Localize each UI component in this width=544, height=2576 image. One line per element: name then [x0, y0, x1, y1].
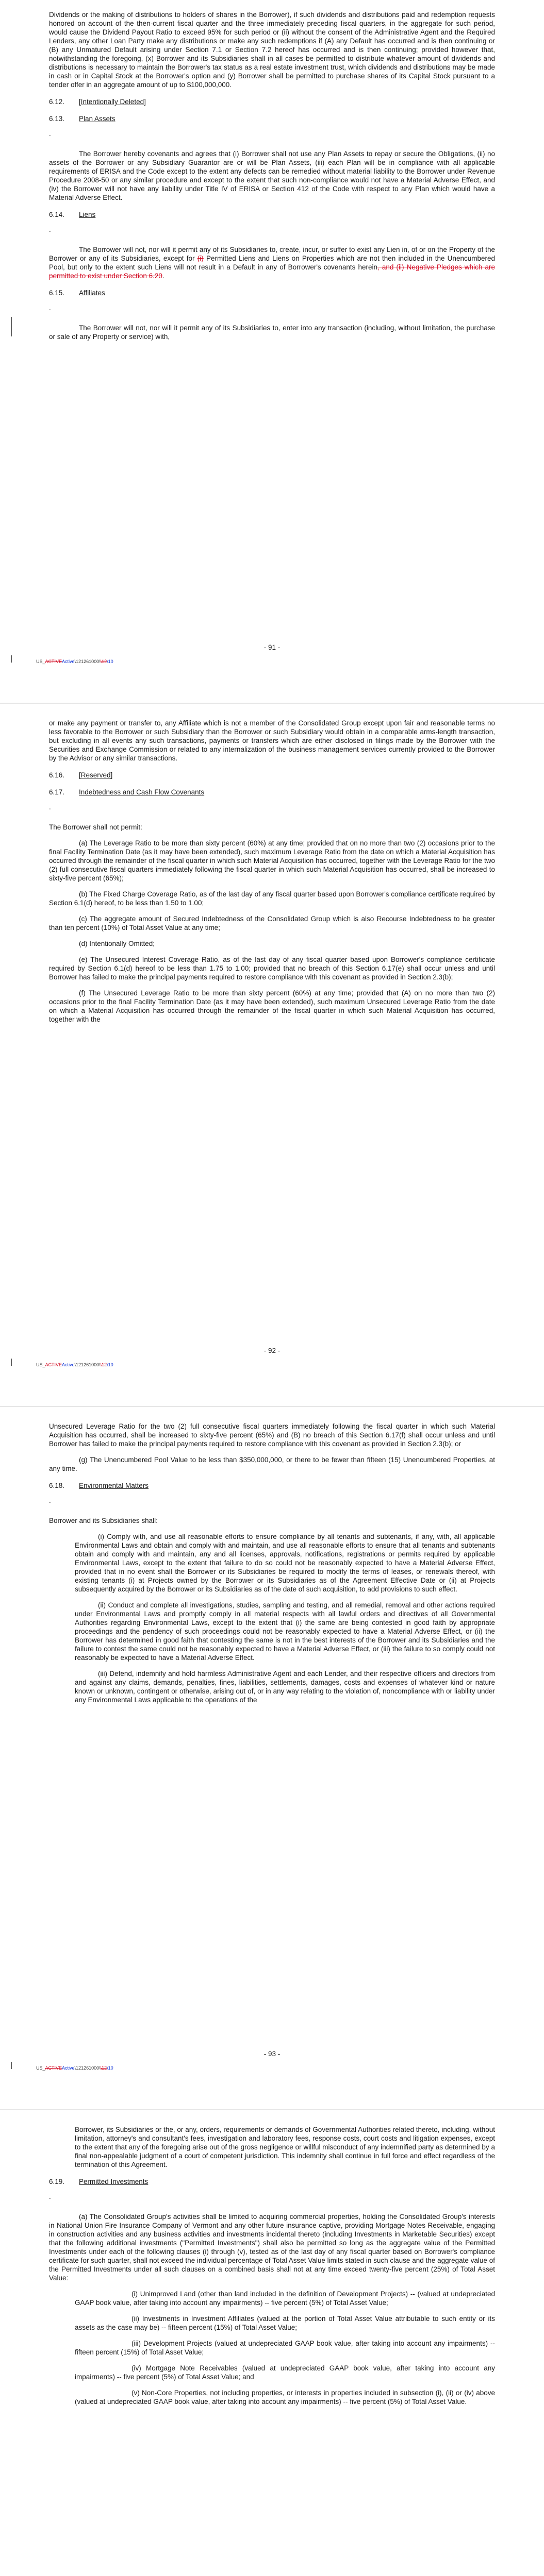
change-bar	[11, 317, 12, 336]
clause-iii: (iii) Development Projects (valued at undepreciated GAAP book value, after taking into account any impairments) -- fifteen percent (15%) of Total Asset Value;	[75, 2340, 495, 2356]
section-title-liens: Liens	[79, 211, 96, 218]
document-page-93	[0, 1406, 544, 2110]
page-body	[49, 1422, 495, 1711]
change-bar	[11, 1359, 12, 1366]
change-bar	[11, 2062, 12, 2069]
paragraph-affiliates: The Borrower will not, nor will it permit any of its Subsidiaries to, enter into any transaction (including, without limitation, the purchase or sale of any Property or service) with,	[49, 324, 495, 341]
clause-d: (d) Intentionally Omitted;	[79, 940, 155, 947]
clause-f: (f) The Unsecured Leverage Ratio to be more than sixty percent (60%) at any time; provided that (A) on no more than two (2) occasions prior to the final Facility Termination Date (as it may have been extended), such maximum Unsecured Leverage Ratio from the date on which a Material Acquisition has occurred through the remainder of the fiscal quarter in which such Material Acquisition has occurred, together with the	[49, 989, 495, 1023]
section-title-reserved: [Reserved]	[79, 771, 113, 779]
section-title-environmental: Environmental Matters	[79, 1482, 149, 1489]
clause-c: (c) The aggregate amount of Secured Indebtedness of the Consolidated Group which is also Recourse Indebtedness to be greater than ten percent (10%) of Total Asset Value at any time;	[49, 915, 495, 931]
clause-a: (a) The Leverage Ratio to be more than sixty percent (60%) at any time; provided that on no more than two (2) occasions prior to the final Facility Termination Date (as it may have been extended), such maximum Leverage Ratio from the date on which a Material Acquisition has occurred through the remainder of the fiscal quarter in which such Material Acquisition has occurred, together with the Leverage Ratio for the two (2) full consecutive fiscal quarters immediately following the fiscal quarter in which such Material Acquisition has occurred, shall be increased to sixty-five percent (65%);	[49, 839, 495, 882]
page-body	[49, 10, 495, 348]
page-number: - 91 -	[263, 643, 281, 651]
document-footer: US_ACTIVEActive\121261000\\12\10	[36, 2065, 113, 2071]
section-heading-6-14: 6.14. Liens	[49, 211, 96, 218]
blank-paragraph: .	[49, 1497, 51, 1504]
lead-sentence: The Borrower shall not permit:	[49, 823, 142, 831]
clause-i: (i) Unimproved Land (other than land included in the definition of Development Projects) -- (valued at undepreciated GAAP book value, after taking into account any impairments) -- five percent (5%) of Total Asset Value;	[75, 2290, 495, 2307]
section-heading-6-19: 6.19. Permitted Investments	[49, 2178, 149, 2185]
clause-i: (i) Comply with, and use all reasonable efforts to ensure compliance by all tenants and subtenants, if any, with, all applicable Environmental Laws and obtain and comply with and maintain, and use all reasonable efforts to ensure that all tenants and subtenants obtain and comply with and maintain, any and all licenses, approvals, notifications, registrations or permits required by applicable Environmental Laws, except to the extent that failure to do so could not be reasonably expected to have a Material Adverse Effect, provided that in no event shall the Borrower or its Subsidiaries be required to modify the terms of leases, or renewals thereof, with existing tenants (i) at Projects owned by the Borrower or its Subsidiaries as of the Agreement Effective Date or (ii) at Projects subsequently acquired by the Borrower or its Subsidiaries as of the date of such acquisition, to add provisions to such effect.	[75, 1533, 495, 1593]
clause-v: (v) Non-Core Properties, not including properties, or interests in properties included in subsection (i), (ii) or (iv) above (valued at undepreciated GAAP book value, after taking into account any impairments) -- five percent (5%) of Total Asset Value.	[75, 2389, 495, 2405]
clause-ii: (ii) Conduct and complete all investigations, studies, sampling and testing, and all remedial, removal and other actions required under Environmental Laws and promptly comply in all material respects with all lawful orders and directives of all Governmental Authorities regarding Environmental Laws, except to the extent that (i) the same are being contested in good faith by appropriate proceedings and the pendency of such proceedings could not be reasonably expected to have a Material Adverse Effect, or (ii) the Borrower has determined in good faith that contesting the same is not in the best interests of the Borrower and its Subsidiaries and the failure to contest the same could not be reasonably expected to have a Material Adverse Effect, or (iii) the failure to so comply could not reasonably be expected to have a Material Adverse Effect.	[75, 1601, 495, 1662]
paragraph-plan-assets: The Borrower hereby covenants and agrees that (i) Borrower shall not use any Plan Assets to repay or secure the Obligations, (ii) no assets of the Borrower or any Subsidiary Guarantor are or will be Plan Assets, (iii) each Plan will be in compliance with all applicable requirements of ERISA and the Code except to the extent any defects can be remedied without material liability to the Borrower under Revenue Procedure 2008-50 or any similar procedure and except to the extent that such non-compliance would not have a Material Adverse Effect, and (iv) the Borrower will not have any liability under Title IV of ERISA or Section 412 of the Code with respect to any Plan which would have a Material Adverse Effect.	[49, 150, 495, 201]
section-heading-6-16: 6.16. [Reserved]	[49, 771, 113, 779]
section-heading-6-12: 6.12. [Intentionally Deleted]	[49, 98, 146, 106]
change-bar	[11, 655, 12, 663]
page-number: - 92 -	[263, 1347, 281, 1354]
paragraph-affiliates-continued: or make any payment or transfer to, any Affiliate which is not a member of the Consolidated Group except upon fair and reasonable terms no less favorable to the Borrower or such Subsidiary than the Borrower or such Subsidiary would obtain in a comparable arms-length transaction, but excluding in all events any such transactions, payments or transfers which are either disclosed in filings made by the Borrower with the Securities and Exchange Commission or related to any internalization of the business management services currently provided to the Borrower by the Advisor or any similar transactions.	[49, 719, 495, 762]
document-footer: US_ACTIVEActive\121261000\\12\10	[36, 1362, 113, 1367]
section-heading-6-13: 6.13. Plan Assets	[49, 115, 116, 123]
lead-sentence: Borrower and its Subsidiaries shall:	[49, 1517, 158, 1524]
clause-iv: (iv) Mortgage Note Receivables (valued at undepreciated GAAP book value, after taking into account any impairments) -- five percent (5%) of Total Asset Value; and	[75, 2364, 495, 2381]
section-title-intentionally-deleted: [Intentionally Deleted]	[79, 98, 146, 106]
page-body	[49, 719, 495, 1031]
blank-paragraph: .	[49, 226, 51, 233]
clause-a: (a) The Consolidated Group's activities shall be limited to acquiring commercial properties, holding the Consolidated Group's interests in National Union Fire Insurance Company of Vermont and any other future insurance captive, providing Mortgage Notes Receivable, engaging in construction activities and any business activities and investments incidental thereto (including Investments in Marketable Securities) except that the following additional investments ("Permitted Investments") shall also be permitted so long as the aggregate value of the Permitted Investments under each of the following clauses (i) through (v), tested as of the last day of any fiscal quarter based on Borrower's compliance certificate for such quarter, shall not exceed the individual percentage of Total Asset Value limits stated in such clause and the aggregate value of the Permitted Investments under all such clauses on a combined basis shall not at any time exceed twenty-five percent (25%) of Total Asset Value:	[49, 2213, 495, 2282]
section-title-affiliates: Affiliates	[79, 289, 105, 297]
page-body	[49, 2125, 495, 2413]
section-heading-6-18: 6.18. Environmental Matters	[49, 1482, 149, 1489]
section-heading-6-15: 6.15. Affiliates	[49, 289, 105, 297]
page-number: - 93 -	[263, 2050, 281, 2058]
document-page-92	[0, 703, 544, 1406]
clause-ii: (ii) Investments in Investment Affiliates (valued at the portion of Total Asset Value attributable to such entity or its assets as the case may be) -- fifteen percent (15%) of Total Asset Value;	[75, 2315, 495, 2331]
section-heading-6-17: 6.17. Indebtedness and Cash Flow Covenants	[49, 788, 205, 796]
blank-paragraph: .	[49, 2193, 51, 2200]
document-footer: US_ACTIVEActive\121261000\\12\10	[36, 659, 113, 664]
section-title-permitted-investments: Permitted Investments	[79, 2178, 149, 2185]
section-title-plan-assets: Plan Assets	[79, 115, 116, 123]
clause-g: (g) The Unencumbered Pool Value to be less than $350,000,000, or there to be fewer than fifteen (15) Unencumbered Properties, at any time.	[49, 1456, 495, 1472]
section-title-indebtedness: Indebtedness and Cash Flow Covenants	[79, 788, 205, 796]
clause-iii: (iii) Defend, indemnify and hold harmless Administrative Agent and each Lender, and their respective officers and directors from and against any claims, demands, penalties, fines, liabilities, settlements, damages, costs and expenses of whatever kind or nature known or unknown, contingent or otherwise, arising out of, or in any way relating to the violation of, noncompliance with or liability under any Environmental Laws applicable to the operations of the	[75, 1670, 495, 1704]
paragraph-liens: The Borrower will not, nor will it permit any of its Subsidiaries to, create, incur, or suffer to exist any Lien in, of or on the Property of the Borrower or any of its Subsidiaries, except for (i) Permitted Liens and Liens on Properties which are not then included in the Unencumbered Pool, but only to the extent such Liens will not result in a Default in any of Borrower's covenants herein, and (ii) Negative Pledges which are permitted to exist under Section 6.20.	[49, 246, 495, 280]
deleted-text: (i)	[197, 255, 204, 262]
blank-paragraph: .	[49, 803, 51, 811]
deleted-text: , and (ii) Negative Pledges which are permitted to exist under Section 6.20	[49, 263, 495, 280]
blank-paragraph: .	[49, 130, 51, 138]
document-page-91	[0, 0, 544, 703]
clause-e: (e) The Unsecured Interest Coverage Ratio, as of the last day of any fiscal quarter based upon Borrower's compliance certificate required by Section 6.1(d) hereof to be less than 1.75 to 1.00; provided that no breach of this Section 6.17(e) shall occur unless and until Borrower has failed to make the principal payments required to restore compliance with this covenant as provided in Section 2.3(b);	[49, 956, 495, 981]
blank-paragraph: .	[49, 304, 51, 312]
clause-f-continued: Unsecured Leverage Ratio for the two (2) full consecutive fiscal quarters immediately following the fiscal quarter in which such Material Acquisition has occurred, shall be increased to sixty-five percent (65%) and (B) no breach of this Section 6.17(f) shall occur unless and until Borrower has failed to make the principal payments required to restore compliance with this covenant as provided in Section 2.3(b); or	[49, 1422, 495, 1448]
clause-b: (b) The Fixed Charge Coverage Ratio, as of the last day of any fiscal quarter based upon Borrower's compliance certificate required by Section 6.1(d) hereof, to be less than 1.50 to 1.00;	[49, 890, 495, 907]
clause-iii-continued: Borrower, its Subsidiaries or the, or any, orders, requirements or demands of Governmental Authorities related thereto, including, without limitation, attorney's and consultant's fees, investigation and laboratory fees, response costs, court costs and litigation expenses, except to the extent that any of the foregoing arise out of the gross negligence or willful misconduct of any indemnified party as determined by a final non-appealable judgment of a court of competent jurisdiction. This indemnity shall continue in full force and effect regardless of the termination of this Agreement.	[75, 2126, 495, 2168]
document-page-94	[0, 2110, 544, 2576]
paragraph-dividends-continued: Dividends or the making of distributions to holders of shares in the Borrower), if such dividends and distributions paid and redemption requests honored on account of the then-current fiscal quarter and the three immediately preceding fiscal quarters, in the aggregate for such period, would cause the Dividend Payout Ratio to exceed 95% for such period or (ii) without the consent of the Administrative Agent and the Required Lenders, any other Loan Party make any distributions or make any such redemptions if (A) any Default has occurred and is then continuing or (B) any Unmatured Default arising under Section 7.1 or Section 7.2 hereof has occurred and is then continuing; provided however that, notwithstanding the foregoing, (x) Borrower and its Subsidiaries shall in all cases be permitted to distribute whatever amount of dividends and distributions is necessary to maintain the Borrower's tax status as a real estate investment trust, which dividends and distributions may be made in cash or in Capital Stock at the Borrower's option and (y) Borrower shall be permitted to purchase shares of its Capital Stock pursuant to a tender offer in an aggregate amount of up to $100,000,000.	[49, 11, 495, 89]
